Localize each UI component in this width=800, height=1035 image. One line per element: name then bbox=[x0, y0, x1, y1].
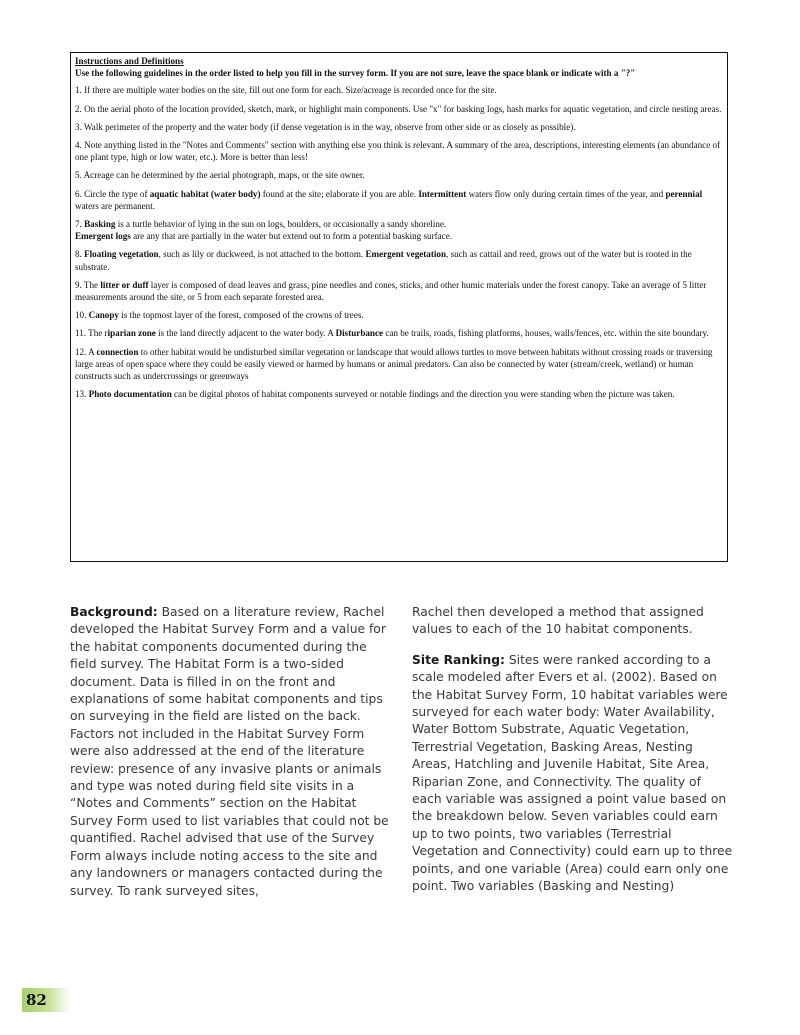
instruction-item-10: 10. Canopy is the topmost layer of the forest, composed of the crowns of trees. bbox=[75, 310, 364, 321]
instructions-intro: Use the following guidelines in the order listed to help you fill in the survey form. If you are not sure, leave the space blank or indicate with a "?" bbox=[75, 68, 636, 79]
continuation-paragraph: Rachel then developed a method that assigned values to each of the 10 habitat components. bbox=[412, 605, 704, 637]
instruction-item-9: 9. The litter or duff layer is composed of dead leaves and grass, pine needles and cones, sticks, and other humic materials under the forest canopy. Take an average of 5 litter measurements around the site, or 5 from each separate forested area. bbox=[75, 279, 707, 303]
right-column bbox=[412, 604, 734, 909]
instruction-item-13: 13. Photo documentation can be digital photos of habitat components surveyed or notable findings and the direction you were standing when the picture was taken. bbox=[75, 389, 675, 400]
background-paragraph: Background: Based on a literature review, Rachel developed the Habitat Survey Form and a value for the habitat components documented during the field survey. The Habitat Form is a two-sided document. Data is filled in on the front and explanations of some habitat components and tips on surveying in the field are listed on the back. Factors not included in the Habitat Survey Form were also addressed at the end of the literature review: presence of any invasive plants or animals and type was noted during field site visits in a “Notes and Comments” section on the Habitat Survey Form used to list variables that could not be quantified. Rachel advised that use of the Survey Form always include noting access to the site and any landowners or managers contacted during the survey. To rank surveyed sites, bbox=[70, 605, 389, 898]
background-heading: Background: bbox=[70, 605, 158, 619]
instruction-item-5: 5. Acreage can be determined by the aerial photograph, maps, or the site owner. bbox=[75, 170, 365, 181]
left-column bbox=[70, 604, 390, 913]
site-ranking-paragraph: Site Ranking: Sites were ranked according to a scale modeled after Evers et al. (2002). Based on the Habitat Survey Form, 10 habitat variables were surveyed for each water body: Water Availability, Water Bottom Substrate, Aquatic Vegetation, Terrestrial Vegetation, Basking Areas, Nesting Areas, Hatchling and Juvenile Habitat, Site Area, Riparian Zone, and Connectivity. The quality of each variable was assigned a point value based on the breakdown below. Seven variables could earn up to two points, two variables (Terrestrial Vegetation and Connectivity) could earn up to three points, and one variable (Area) could earn only one point. Two variables (Basking and Nesting) bbox=[412, 652, 733, 894]
instructions-box bbox=[70, 52, 728, 562]
site-ranking-heading: Site Ranking: bbox=[412, 652, 505, 667]
instruction-item-4: 4. Note anything listed in the "Notes and Comments" section with anything else you think is relevant. A summary of the area, descriptions, interesting elements (an abundance of one plant type, high or low water, etc.). More is better than less! bbox=[75, 140, 721, 163]
instruction-item-2: 2. On the aerial photo of the location provided, sketch, mark, or highlight main components. Use "x" for basking logs, hash marks for aquatic vegetation, and circle nesting areas. bbox=[75, 103, 722, 114]
instruction-item-6: 6. Circle the type of aquatic habitat (water body) found at the site; elaborate if you are able. Intermittent waters flow only during certain times of the year, and perennial waters are permanent. bbox=[75, 188, 703, 211]
instruction-item-12: 12. A connection to other habitat would be undisturbed similar vegetation or landscape that would allows turtles to move between habitats without crossing roads or traversing large areas of open space where they could be easily viewed or harmed by humans or animal predators. Can also be connected by water (stream/creek, wetland) or human constructs such as undercrossings or greenways bbox=[75, 346, 713, 382]
instruction-item-1: 1. If there are multiple water bodies on the site, fill out one form for each. Size/acreage is recorded once for the site. bbox=[75, 85, 497, 96]
instruction-item-8: 8. Floating vegetation, such as lily or duckweed, is not attached to the bottom. Emergent vegetation, such as cattail and reed, grows out of the water but is rooted in the substrate. bbox=[75, 249, 692, 272]
instruction-item-11: 11. The riparian zone is the land directly adjacent to the water body. A Disturbance can be trails, roads, fishing platforms, houses, walls/fences, etc. within the site boundary. bbox=[75, 328, 709, 339]
page-number: 82 bbox=[22, 988, 70, 1012]
instructions-title: Instructions and Definitions bbox=[75, 56, 184, 66]
instruction-item-7: 7. Basking is a turtle behavior of lying in the sun on logs, boulders, or occasionally a sandy shoreline. Emergent logs are any that are partially in the water but extend out to form a potential basking surface. bbox=[75, 219, 453, 242]
instruction-item-3: 3. Walk perimeter of the property and the water body (if dense vegetation is in the way, observe from other side or as closely as possible). bbox=[75, 121, 576, 132]
